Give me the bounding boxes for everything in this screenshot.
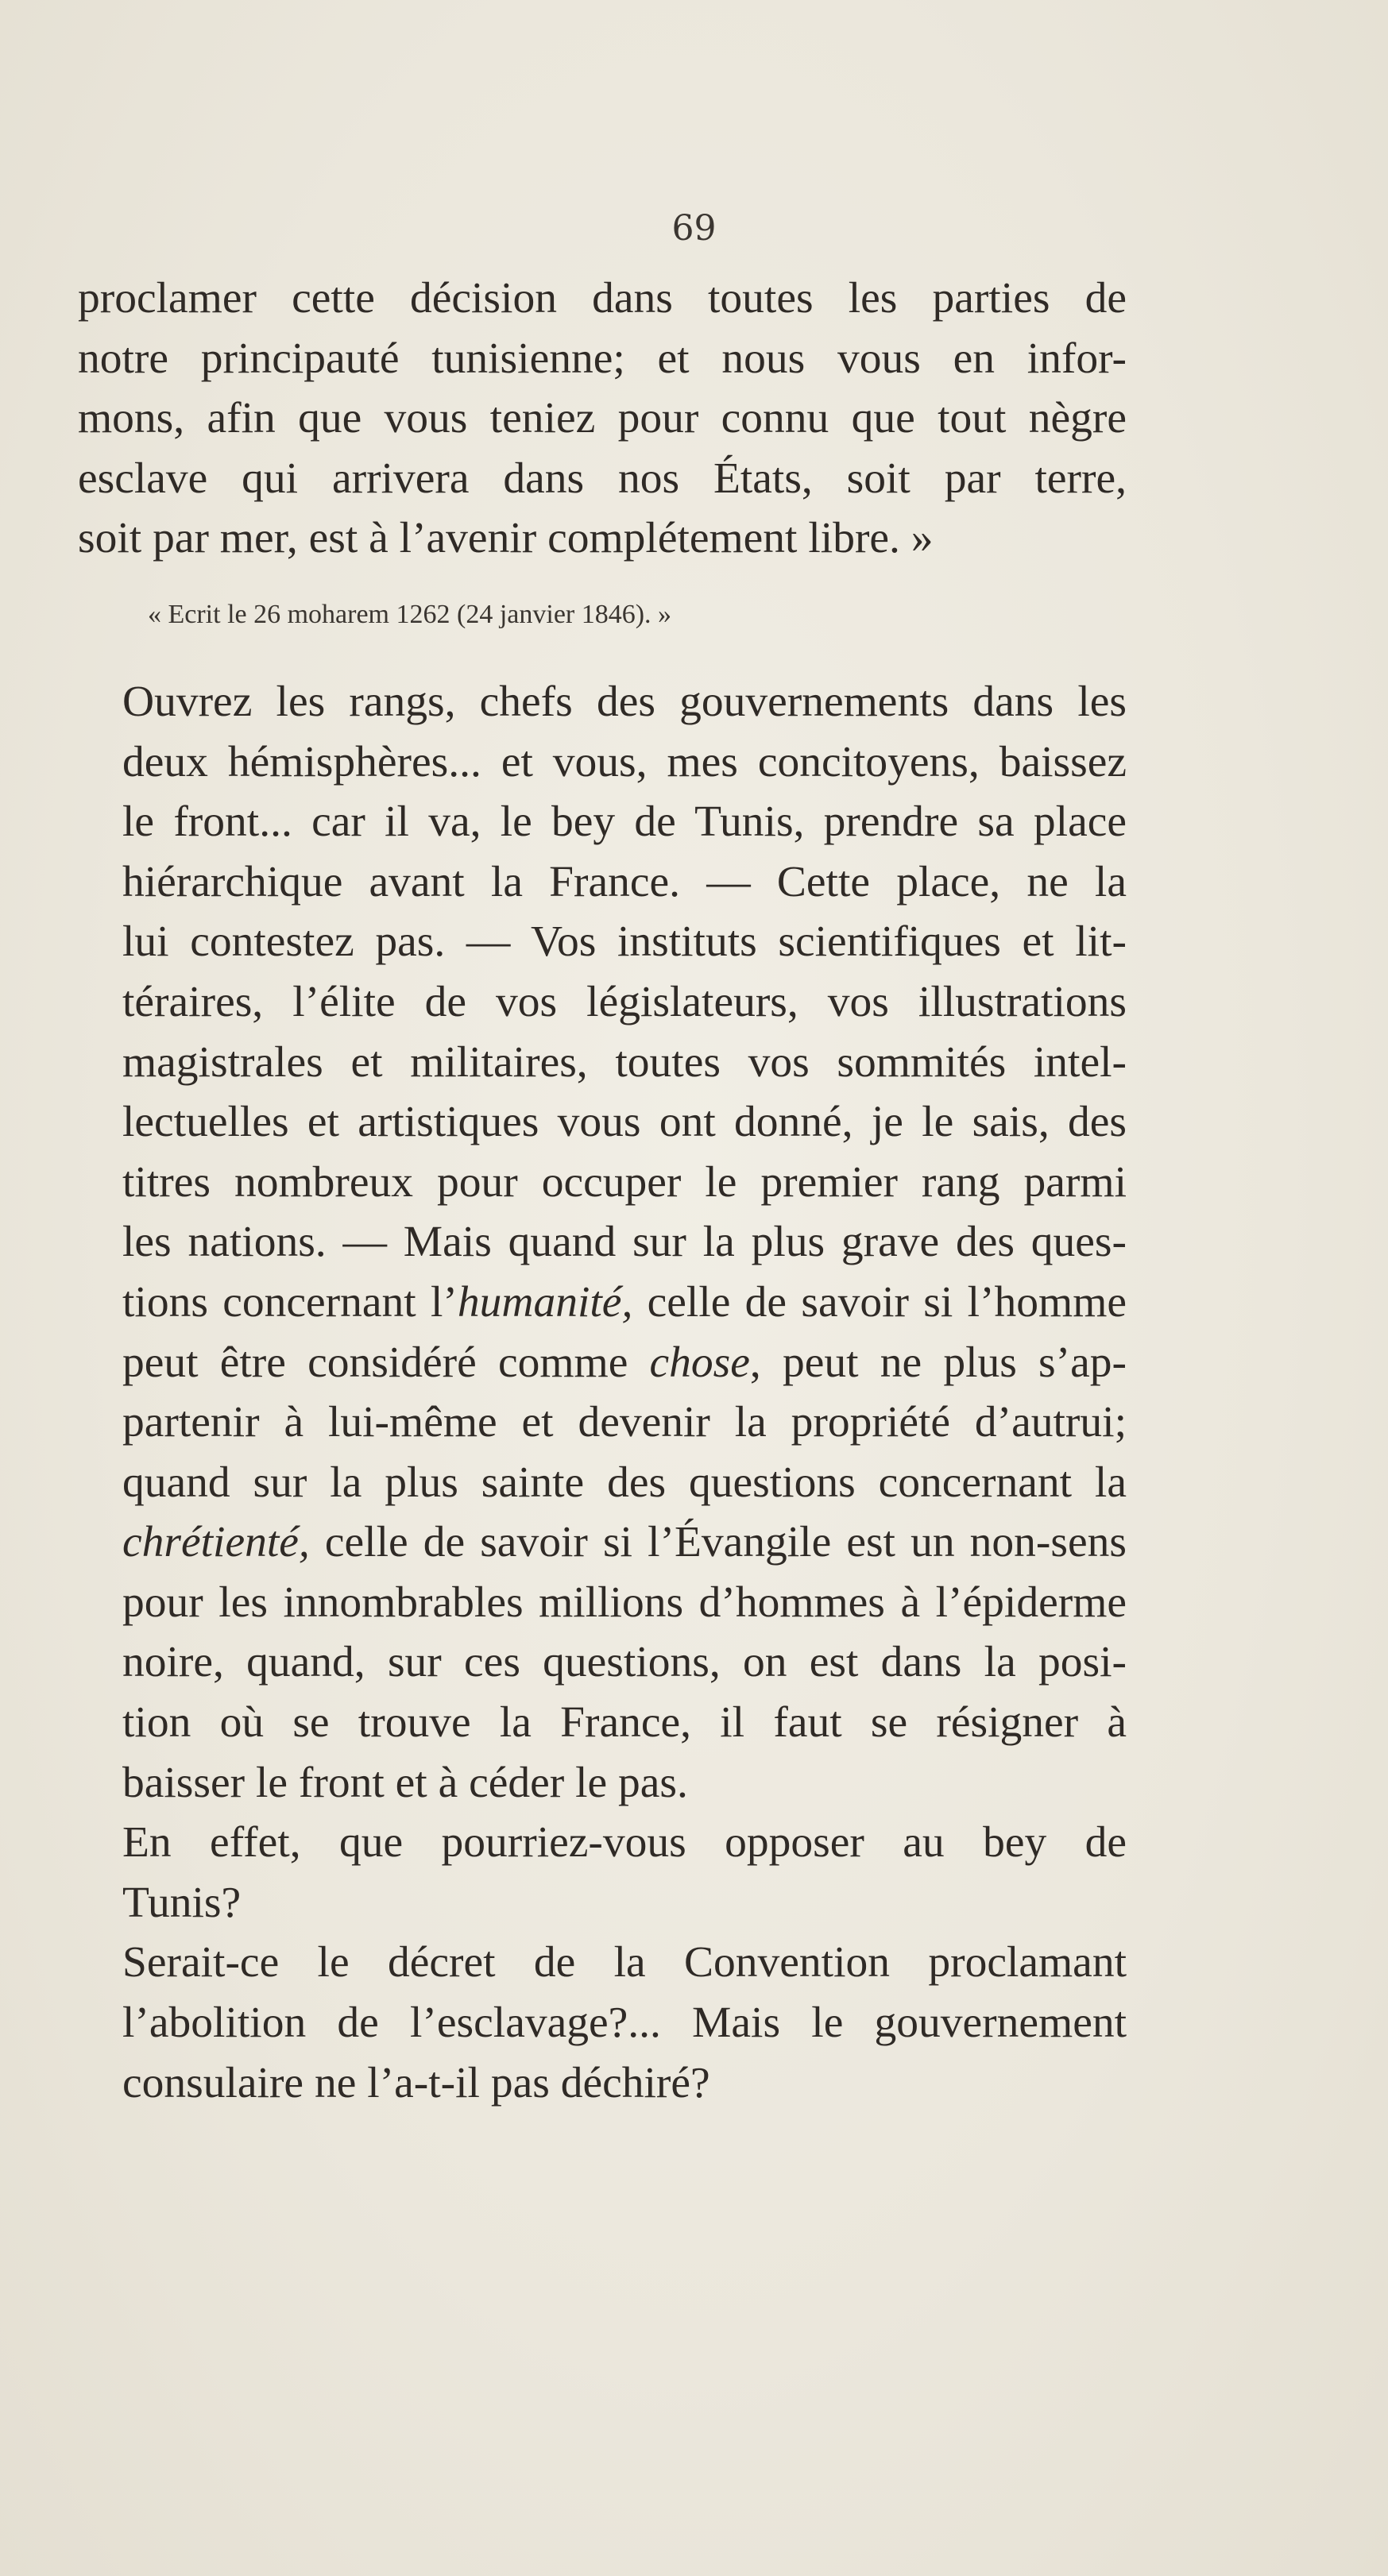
text-line: esclave qui arrivera dans nos États, soit par terre, [78,454,1127,503]
text-line: magistrales et militaires, toutes vos sommités intel- [122,1037,1127,1087]
text-line: noire, quand, sur ces questions, on est dans la posi- [122,1638,1127,1687]
text-line: notre principauté tunisienne; et nous vous en infor- [78,334,1127,383]
text-line [78,1512,1127,1573]
text-line: partenir à lui-même et devenir la propriété d’autrui; [122,1398,1127,1447]
main-argument-paragraph [78,672,1127,1813]
italic-term-chretiente: chrétienté, [122,1518,310,1567]
text-line [78,1273,1127,1333]
italic-term-humanite: humanité, [457,1277,633,1327]
text-run: tions concernant l’ [122,1277,458,1327]
text-line: téraires, l’élite de vos législateurs, vos illustrations [122,977,1127,1026]
text-line: Ouvrez les rangs, chefs des gouvernements dans les [122,677,1127,726]
text-line: les nations. — Mais quand sur la plus grave des ques- [122,1218,1127,1267]
text-line: le front... car il va, le bey de Tunis, prendre sa place [122,798,1127,847]
text-line: tion où se trouve la France, il faut se résigner à [122,1698,1127,1748]
italic-term-chose: chose [649,1338,750,1387]
text-line: Serait-ce le décret de la Convention proclamant [122,1938,1127,1987]
text-run: , peut ne plus s’ap- [749,1338,1127,1387]
text-line: Tunis? [122,1878,242,1927]
en-effet-paragraph [78,1813,1127,1933]
text-line: baisser le front et à céder le pas. [122,1758,688,1807]
text-line: mons, afin que vous teniez pour connu que tout nègre [78,394,1127,443]
page-text [78,268,1127,2113]
text-line: consulaire ne l’a-t-il pas déchiré? [122,2058,710,2107]
serait-ce-paragraph [78,1933,1127,2113]
text-line: lui contestez pas. — Vos instituts scientifiques et lit- [122,917,1127,967]
text-line: En effet, que pourriez-vous opposer au bey de [122,1818,1127,1867]
text-run: celle de savoir si l’homme [632,1277,1127,1327]
text-line [78,1333,1127,1393]
page-number: 69 [671,208,717,249]
text-line: l’abolition de l’esclavage?... Mais le gouvernement [122,1999,1127,2048]
text-line: soit par mer, est à l’avenir complétement libre. » [78,514,934,563]
text-line: deux hémisphères... et vous, mes concitoyens, baissez [122,737,1127,786]
text-line: pour les innombrables millions d’hommes à l’épiderme [122,1578,1127,1627]
text-line: proclamer cette décision dans toutes les parties de [78,274,1127,322]
decree-quote-paragraph [78,268,1127,569]
decree-date-signature: « Ecrit le 26 moharem 1262 (24 janvier 1846). » [148,599,672,629]
text-line: titres nombreux pour occuper le premier rang parmi [122,1157,1127,1207]
text-run: celle de savoir si l’Évangile est un non-sens [309,1518,1127,1567]
text-line: hiérarchique avant la France. — Cette place, ne la [122,857,1127,906]
text-line: lectuelles et artistiques vous ont donné, je le sais, des [122,1098,1127,1147]
text-run: peut être considéré comme [122,1338,650,1387]
text-line: quand sur la plus sainte des questions concernant la [122,1458,1127,1507]
